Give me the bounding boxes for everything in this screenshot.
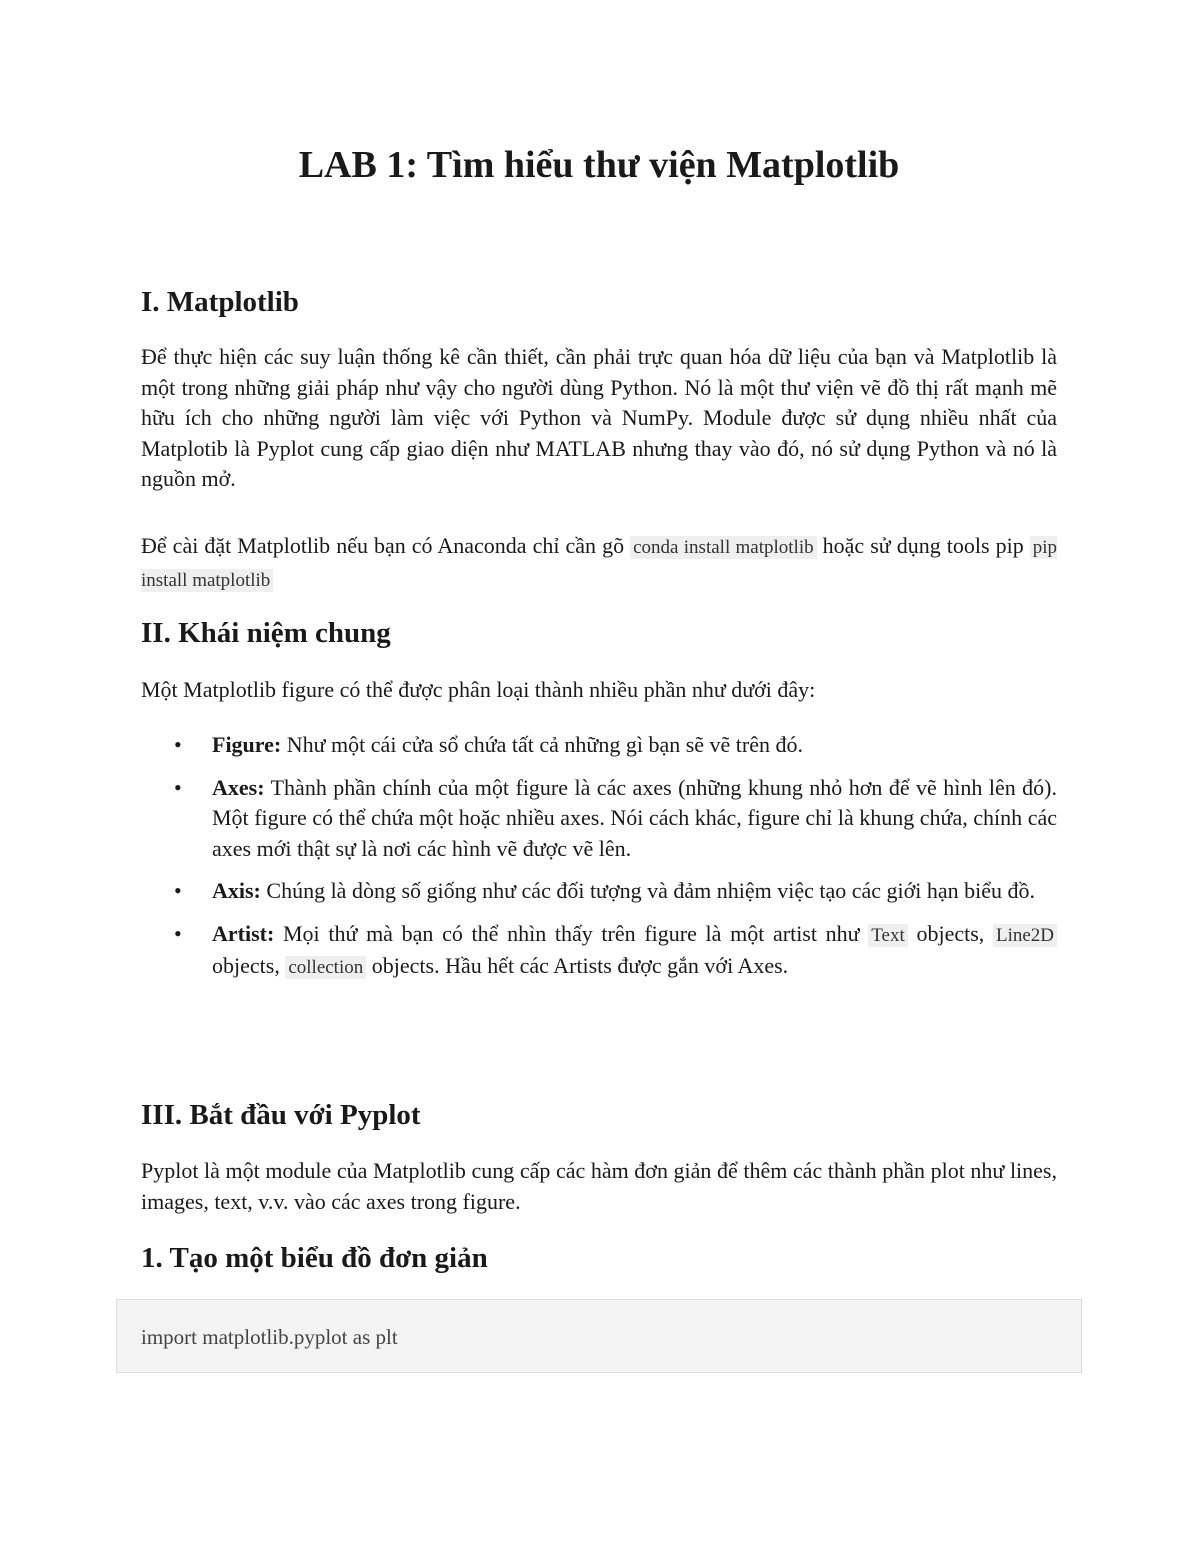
install-text-2: hoặc sử dụng tools pip	[822, 533, 1024, 558]
install-paragraph	[141, 531, 1057, 596]
term-axes: Axes:	[212, 774, 265, 800]
list-item-artist	[141, 919, 1057, 984]
list-item-axis	[141, 876, 1057, 907]
section-heading-matplotlib: I. Matplotlib	[141, 286, 299, 318]
term-artist: Artist:	[212, 920, 275, 946]
section-heading-simple-chart: 1. Tạo một biểu đồ đơn giản	[141, 1242, 488, 1274]
bullet-icon: •	[174, 732, 182, 757]
desc-artist-3: objects,	[212, 953, 280, 978]
desc-artist-2: objects,	[916, 920, 985, 946]
code-collection: collection	[285, 956, 366, 979]
desc-artist-1: Mọi thứ mà bạn có thể nhìn thấy trên figure là một artist như	[283, 920, 860, 946]
pip-install-code: pip install matplotlib	[141, 537, 1058, 591]
list-item-axes	[141, 773, 1057, 865]
conda-install-code: conda install matplotlib	[630, 536, 816, 559]
term-figure: Figure:	[212, 732, 282, 757]
install-text-1: Để cài đặt Matplotlib nếu bạn có Anaconda chỉ cần gõ	[141, 533, 625, 558]
bullet-icon: •	[174, 878, 182, 903]
section-heading-pyplot: III. Bắt đầu với Pyplot	[141, 1099, 421, 1131]
desc-figure: Như một cái cửa sổ chứa tất cả những gì bạn sẽ vẽ trên đó.	[286, 732, 804, 757]
code-text: Text	[868, 924, 908, 947]
code-block	[116, 1299, 1082, 1373]
concepts-list	[141, 730, 1057, 996]
desc-artist-4: objects. Hầu hết các Artists được gắn với Axes.	[371, 953, 789, 978]
section-heading-concepts: II. Khái niệm chung	[141, 617, 391, 649]
pyplot-paragraph: Pyplot là một module của Matplotlib cung cấp các hàm đơn giản để thêm các thành phần plot như lines, images, text, v.v. vào các axes trong figure.	[141, 1158, 1057, 1214]
code-line2d: Line2D	[993, 924, 1057, 947]
page-title: LAB 1: Tìm hiểu thư viện Matplotlib	[298, 144, 900, 186]
term-axis: Axis:	[212, 878, 261, 903]
bullet-icon: •	[174, 920, 182, 946]
concepts-intro: Một Matplotlib figure có thể được phân loại thành nhiều phần như dưới đây:	[141, 677, 816, 702]
intro-paragraph: Để thực hiện các suy luận thống kê cần thiết, cần phải trực quan hóa dữ liệu của bạn và Matplotlib là một trong những giải pháp như vậy cho người dùng Python. Nó là một thư viện vẽ đồ thị rất mạnh mẽ hữu ích cho những người làm việc với Python và NumPy. Module được sử dụng nhiều nhất của Matplotib là Pyplot cung cấp giao diện như MATLAB nhưng thay vào đó, nó sử dụng Python và nó là nguồn mở.	[141, 344, 1057, 491]
list-item-figure	[141, 730, 1057, 761]
desc-axis: Chúng là dòng số giống như các đối tượng và đảm nhiệm việc tạo các giới hạn biểu đồ.	[266, 878, 1036, 903]
code-line: import matplotlib.pyplot as plt	[141, 1325, 398, 1349]
bullet-icon: •	[174, 774, 182, 800]
desc-axes: Thành phần chính của một figure là các axes (những khung nhỏ hơn để vẽ hình lên đó). Một figure có thể chứa một hoặc nhiều axes. Nói cách khác, figure chỉ là khung chứa, chính các axes mới thật sự là nơi các hình vẽ được vẽ lên.	[212, 774, 1057, 861]
